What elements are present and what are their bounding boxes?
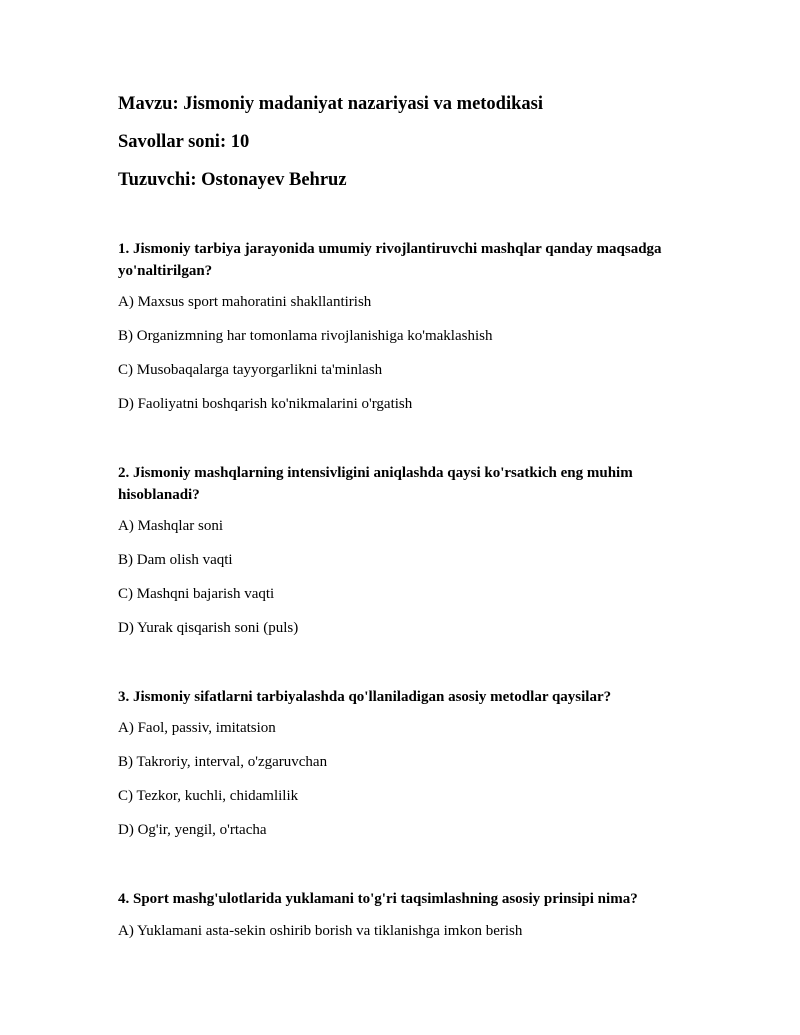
question-2-option-a: A) Mashqlar soni: [118, 518, 223, 534]
question-3-option-c: C) Tezkor, kuchli, chidamlilik: [118, 788, 299, 804]
question-2-option-b: B) Dam olish vaqti: [118, 552, 233, 568]
question-1-option-c: C) Musobaqalarga tayyorgarlikni ta'minlash: [118, 362, 383, 378]
question-3-option-a: A) Faol, passiv, imitatsion: [118, 720, 276, 736]
question-3-text: 3. Jismoniy sifatlarni tarbiyalashda qo'llaniladigan asosiy metodlar qaysilar?: [118, 689, 612, 705]
question-2-option-c: C) Mashqni bajarish vaqti: [118, 586, 275, 602]
question-3-option-d: D) Og'ir, yengil, o'rtacha: [118, 822, 267, 838]
question-1-option-a: A) Maxsus sport mahoratini shakllantirish: [118, 294, 372, 310]
author-heading: Tuzuvchi: Ostonayev Behruz: [118, 170, 347, 190]
question-count-heading: Savollar soni: 10: [118, 132, 250, 152]
question-3-option-b: B) Takroriy, interval, o'zgaruvchan: [118, 754, 328, 770]
question-4-text: 4. Sport mashg'ulotlarida yuklamani to'g'ri taqsimlashning asosiy prinsipi nima?: [118, 891, 638, 907]
question-4-option-a: A) Yuklamani asta-sekin oshirib borish va tiklanishga imkon berish: [118, 923, 523, 939]
question-1-option-b: B) Organizmning har tomonlama rivojlanishiga ko'maklashish: [118, 328, 493, 344]
document-page: [118, 0, 718, 1035]
question-1-text: 1. Jismoniy tarbiya jarayonida umumiy rivojlantiruvchi mashqlar qanday maqsadga yo'naltirilgan?: [118, 241, 662, 279]
question-2-option-d: D) Yurak qisqarish soni (puls): [118, 620, 299, 636]
question-1-option-d: D) Faoliyatni boshqarish ko'nikmalarini o'rgatish: [118, 396, 413, 412]
topic-heading: Mavzu: Jismoniy madaniyat nazariyasi va metodikasi: [118, 94, 543, 114]
question-2-text: 2. Jismoniy mashqlarning intensivligini aniqlashda qaysi ko'rsatkich eng muhim hisoblanadi?: [118, 465, 633, 503]
